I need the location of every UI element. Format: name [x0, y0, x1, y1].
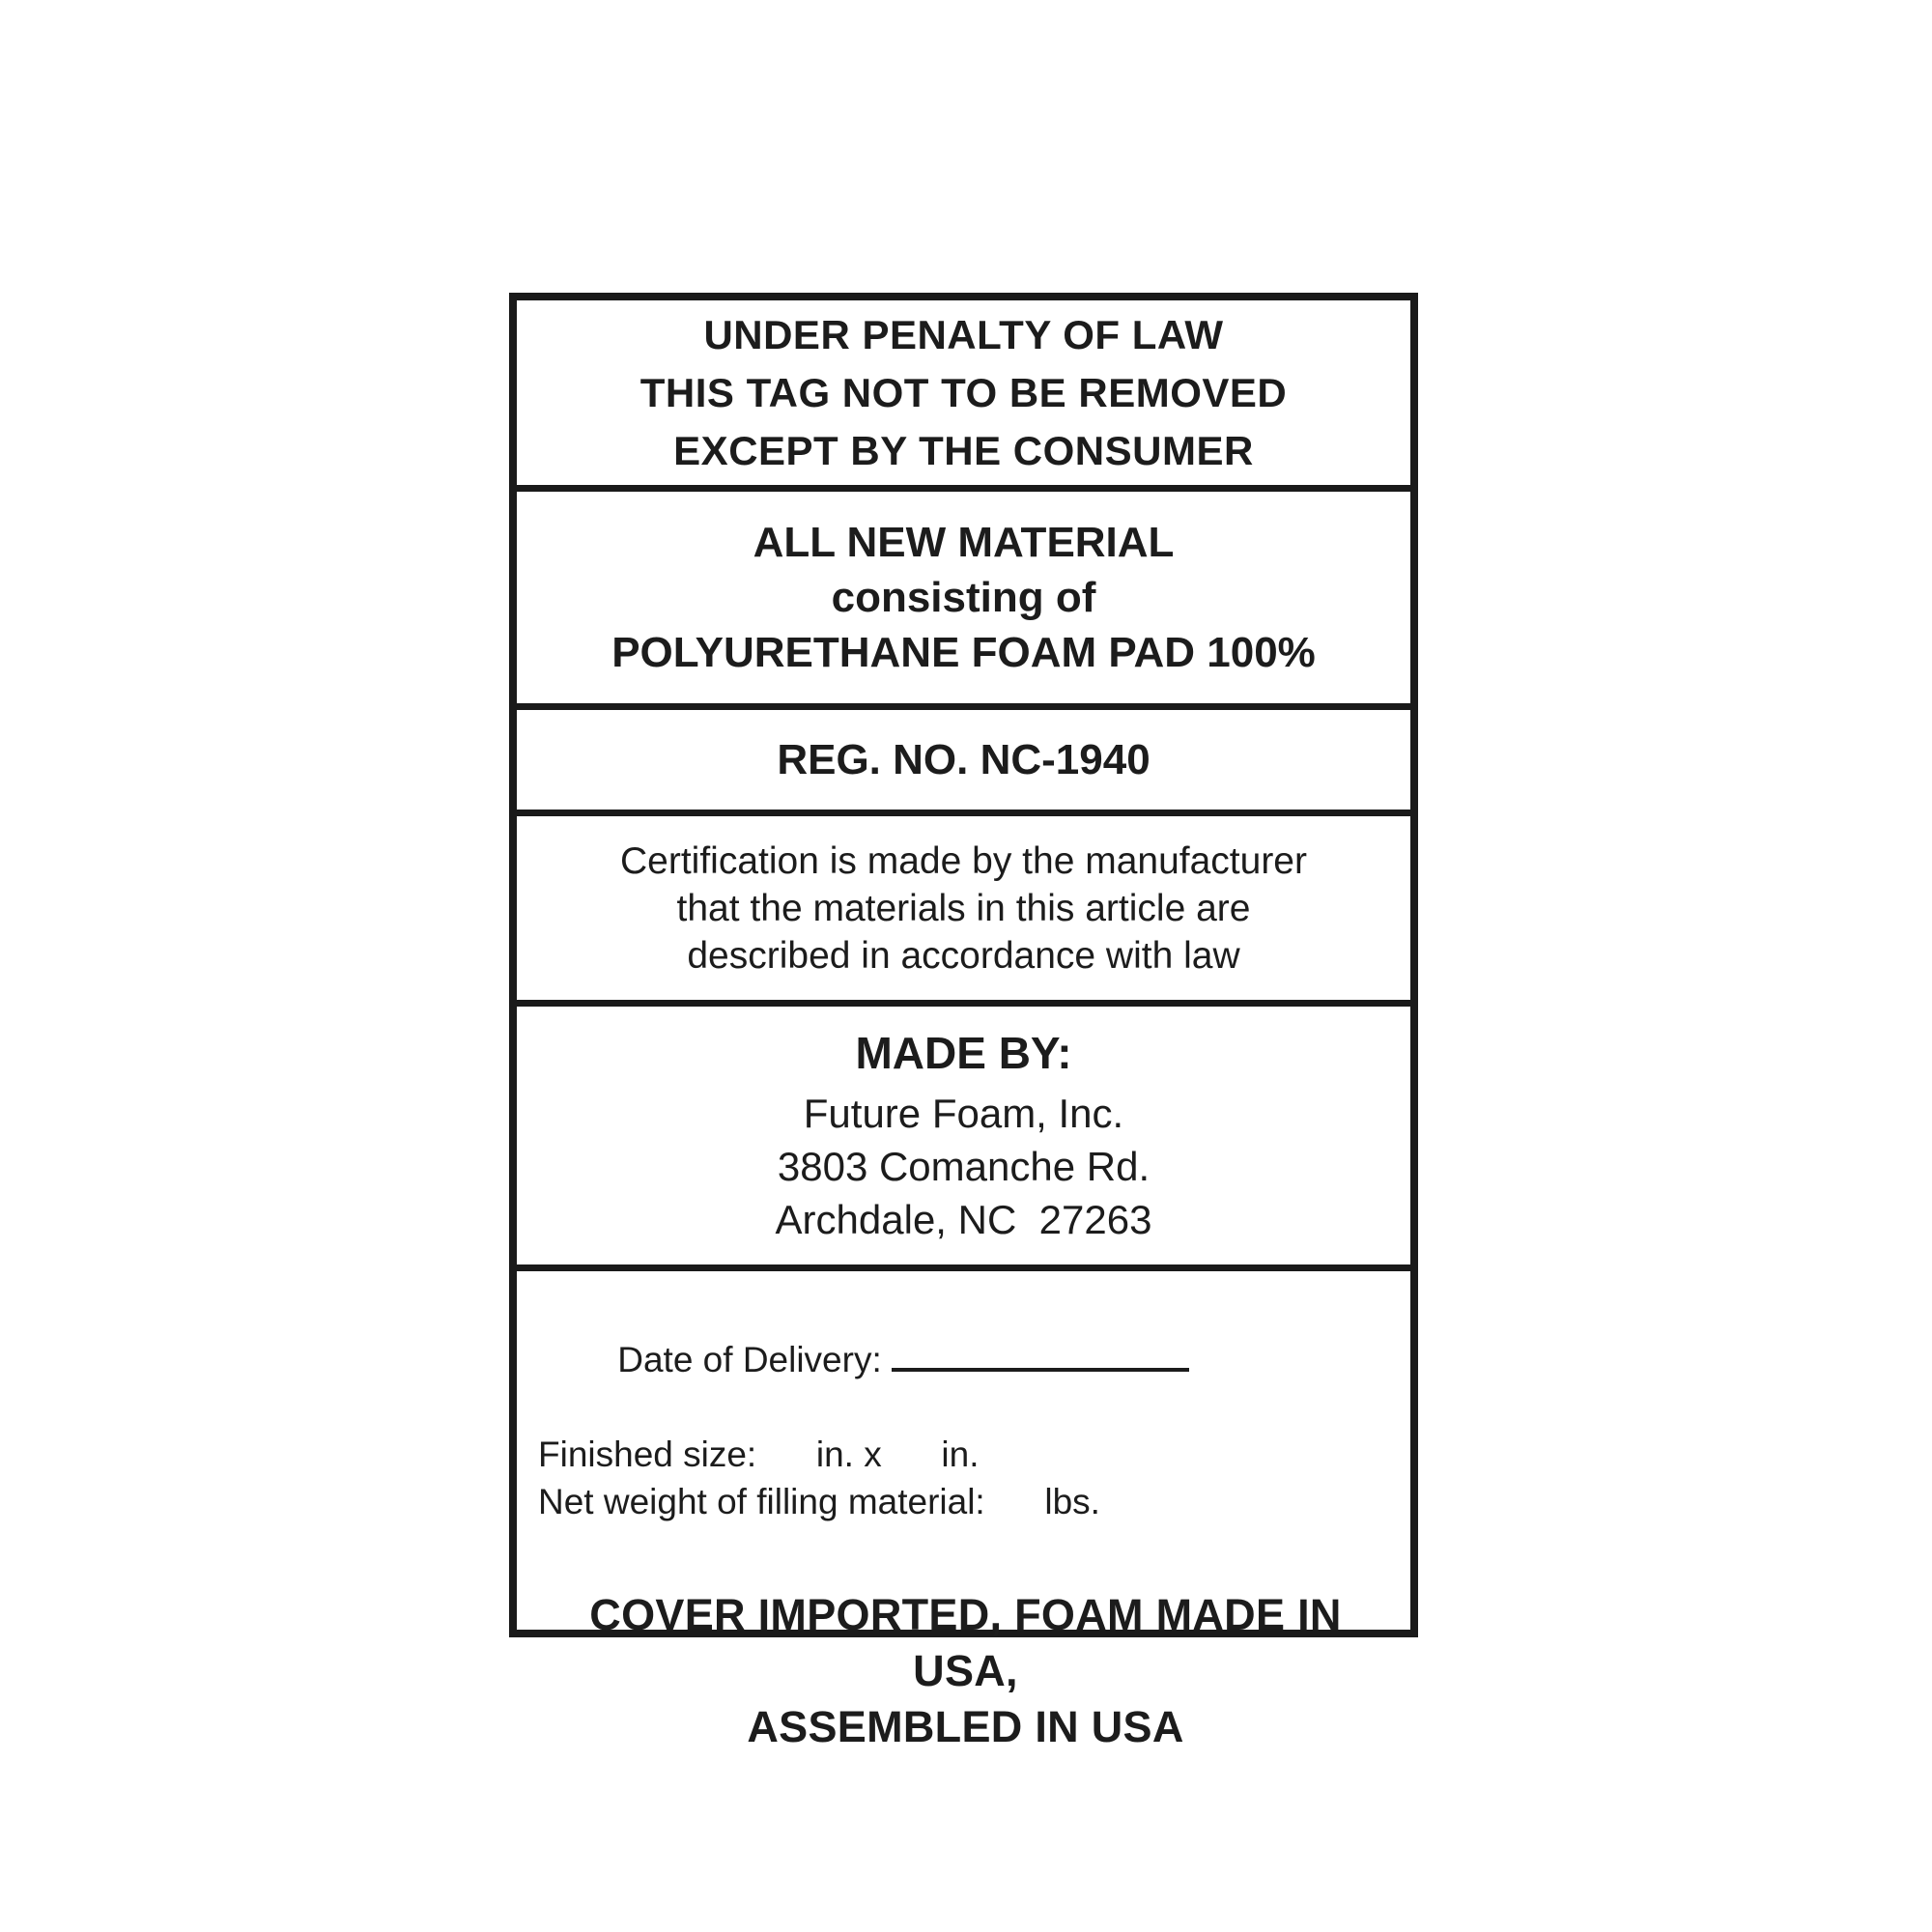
manufacturer-city-state-zip: Archdale, NC 27263	[775, 1197, 1152, 1242]
finished-size-row: Finished size: in. x in.	[538, 1435, 980, 1474]
material-line-3: POLYURETHANE FOAM PAD 100%	[611, 629, 1316, 676]
made-by-section	[517, 1007, 1410, 1271]
net-weight-row: Net weight of filling material: lbs.	[538, 1482, 1100, 1521]
material-line-1: ALL NEW MATERIAL	[753, 519, 1175, 566]
penalty-line-1: UNDER PENALTY OF LAW	[703, 311, 1224, 357]
date-of-delivery-blank	[892, 1368, 1189, 1372]
details-section	[517, 1271, 1410, 1751]
registration-section	[517, 710, 1410, 816]
date-of-delivery-label: Date of Delivery:	[617, 1340, 893, 1379]
certification-line-1: Certification is made by the manufacturer	[620, 839, 1307, 882]
origin-statement	[538, 1587, 1393, 1755]
penalty-line-2: THIS TAG NOT TO BE REMOVED	[639, 369, 1288, 415]
certification-line-3: described in accordance with law	[687, 934, 1240, 977]
manufacturer-name: Future Foam, Inc.	[803, 1091, 1124, 1136]
registration-number: REG. NO. NC-1940	[777, 735, 1151, 783]
certification-line-2: that the materials in this article are	[676, 887, 1251, 929]
origin-line-2: ASSEMBLED IN USA	[747, 1702, 1184, 1751]
material-section	[517, 492, 1410, 710]
date-of-delivery-row	[538, 1289, 1393, 1431]
law-tag-label	[509, 293, 1418, 1751]
origin-line-1: COVER IMPORTED, FOAM MADE IN USA,	[589, 1590, 1342, 1695]
certification-section	[517, 816, 1410, 1007]
penalty-section	[517, 300, 1410, 492]
material-line-2: consisting of	[831, 574, 1096, 621]
penalty-line-3: EXCEPT BY THE CONSUMER	[673, 427, 1254, 473]
made-by-heading: MADE BY:	[855, 1028, 1072, 1078]
manufacturer-street: 3803 Comanche Rd.	[777, 1144, 1151, 1189]
